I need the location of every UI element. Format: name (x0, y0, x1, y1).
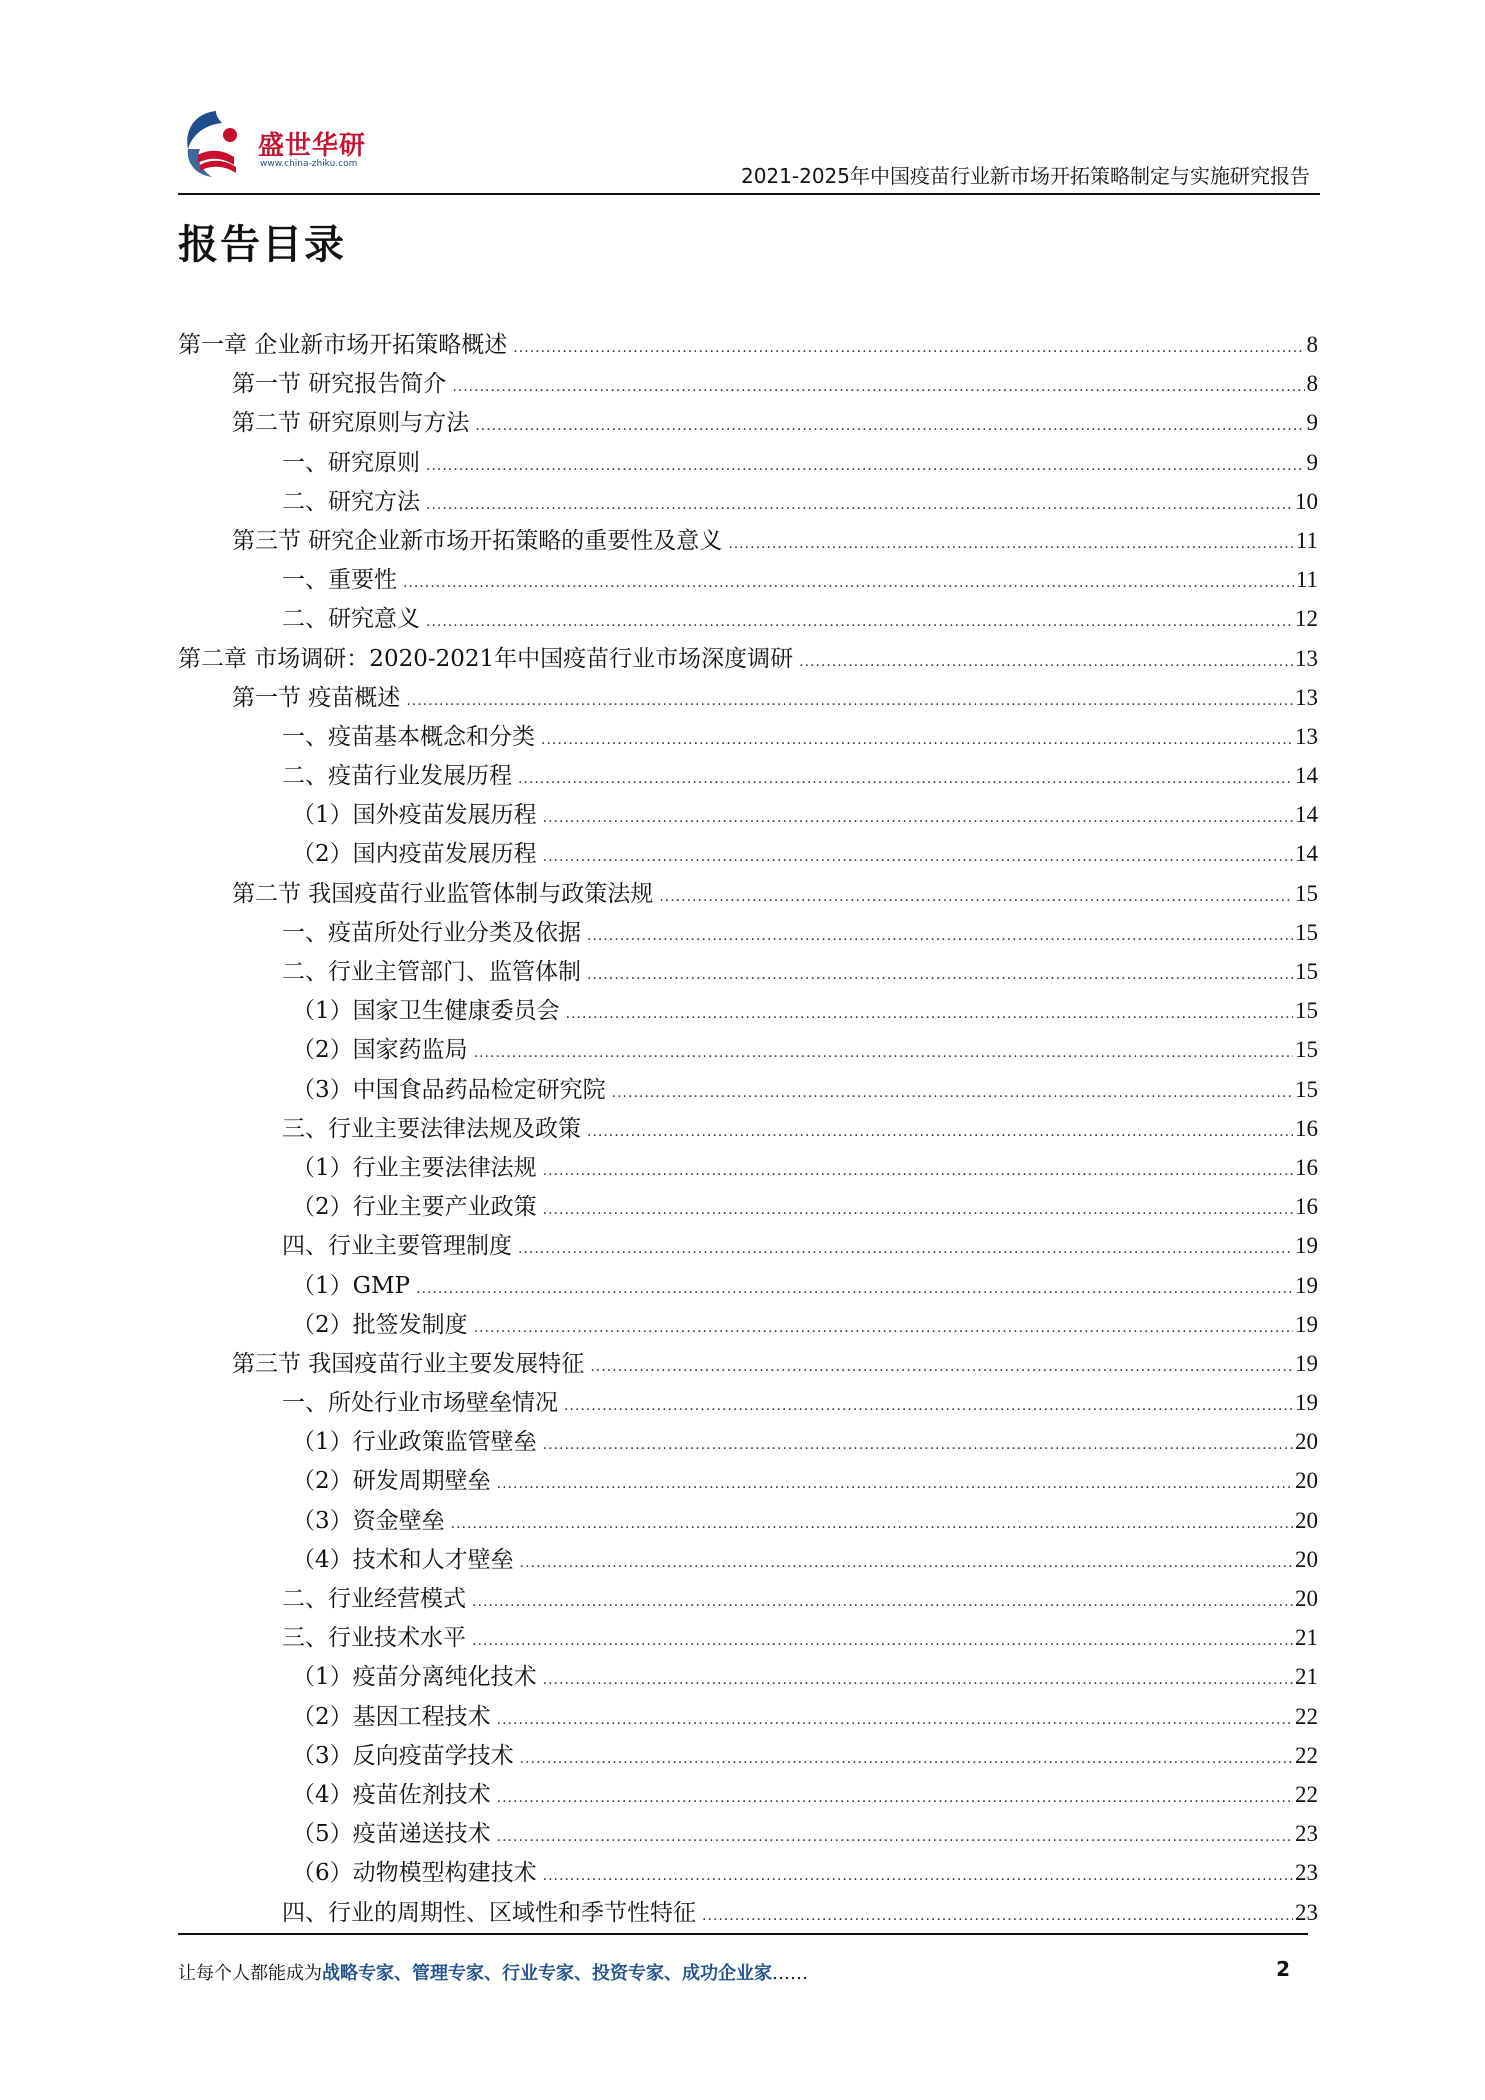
toc-dot-leader (497, 1701, 1293, 1740)
toc-entry-page: 19 (1295, 1311, 1318, 1337)
toc-dot-leader (497, 1465, 1293, 1504)
toc-entry-label: 第一节 疫苗概述 (232, 684, 401, 711)
toc-dot-leader (474, 1034, 1293, 1073)
toc-entry[interactable] (178, 443, 1318, 482)
page-header (178, 103, 1320, 199)
toc-entry-label: （6）动物模型构建技术 (292, 1860, 537, 1887)
toc-entry[interactable] (178, 1853, 1318, 1892)
toc-entry-page: 8 (1306, 371, 1318, 397)
toc-entry-label: （2）国家药监局 (292, 1037, 468, 1064)
toc-entry-page: 9 (1306, 449, 1318, 475)
header-divider (178, 193, 1320, 195)
toc-entry-label: （1）GMP (292, 1272, 411, 1299)
toc-entry-page: 16 (1295, 1115, 1318, 1141)
toc-entry-label: （5）疫苗递送技术 (292, 1821, 491, 1848)
toc-entry-page: 9 (1306, 410, 1318, 436)
toc-entry-page: 15 (1295, 998, 1318, 1024)
toc-entry-label: （1）疫苗分离纯化技术 (292, 1664, 537, 1691)
toc-entry-page: 13 (1295, 684, 1318, 710)
toc-entry-label: 一、疫苗基本概念和分类 (282, 723, 535, 750)
toc-entry-label: 第一节 研究报告简介 (232, 371, 447, 398)
toc-entry-page: 10 (1295, 488, 1318, 514)
toc-entry[interactable] (178, 1344, 1318, 1383)
toc-entry-label: 第三节 研究企业新市场开拓策略的重要性及意义 (232, 527, 723, 554)
logo-book-icon (178, 105, 254, 181)
toc-dot-leader (587, 917, 1293, 956)
toc-entry-page: 15 (1295, 1037, 1318, 1063)
toc-dot-leader (543, 1191, 1293, 1230)
toc-entry-label: （1）国家卫生健康委员会 (292, 998, 560, 1025)
toc-dot-leader (543, 838, 1293, 877)
toc-dot-leader (541, 721, 1293, 760)
toc-dot-leader (475, 407, 1304, 446)
toc-entry-label: （1）行业政策监管壁垒 (292, 1429, 537, 1456)
toc-entry-label: 第二章 市场调研：2020-2021年中国疫苗行业市场深度调研 (178, 645, 794, 672)
toc-entry-page: 23 (1295, 1860, 1318, 1886)
toc-entry-label: 三、行业主要法律法规及政策 (282, 1115, 581, 1142)
toc-dot-leader (406, 682, 1293, 721)
report-title: 2021-2025年中国疫苗行业新市场开拓策略制定与实施研究报告 (740, 164, 1310, 188)
toc-entry[interactable] (178, 639, 1318, 678)
toc-entry-page: 12 (1295, 606, 1318, 632)
slogan-lead: 让每个人都能成为 (178, 1963, 322, 1984)
toc-entry-label: 四、行业主要管理制度 (282, 1233, 512, 1260)
toc-dot-leader (474, 1309, 1293, 1348)
toc-entry-page: 11 (1295, 567, 1318, 593)
toc-entry-label: 四、行业的周期性、区域性和季节性特征 (282, 1899, 696, 1926)
toc-entry[interactable] (178, 717, 1318, 756)
toc-entry[interactable] (178, 1383, 1318, 1422)
toc-entry-label: 二、研究意义 (282, 606, 420, 633)
page-number: 2 (1276, 1957, 1290, 1981)
toc-entry-page: 19 (1295, 1272, 1318, 1298)
toc-dot-leader (543, 1857, 1293, 1896)
toc-entry-page: 20 (1295, 1468, 1318, 1494)
toc-dot-leader (659, 878, 1293, 917)
toc-entry-label: 二、研究方法 (282, 488, 420, 515)
toc-entry[interactable] (178, 991, 1318, 1030)
toc-entry[interactable] (178, 1422, 1318, 1461)
toc-entry-label: 二、疫苗行业发展历程 (282, 763, 512, 790)
toc-entry-label: 第三节 我国疫苗行业主要发展特征 (232, 1350, 585, 1377)
toc-entry[interactable] (178, 1226, 1318, 1265)
toc-entry-label: （1）行业主要法律法规 (292, 1154, 537, 1181)
toc-dot-leader (518, 760, 1293, 799)
toc-entry-page: 14 (1295, 763, 1318, 789)
toc-entry[interactable] (178, 834, 1318, 873)
toc-dot-leader (472, 1622, 1293, 1661)
toc-dot-leader (520, 1740, 1293, 1779)
toc-entry-page: 15 (1295, 880, 1318, 906)
footer-slogan (178, 1959, 808, 1985)
toc-entry-page: 22 (1295, 1781, 1318, 1807)
toc-entry-page: 20 (1295, 1429, 1318, 1455)
toc-dot-leader (543, 1661, 1293, 1700)
toc-entry-label: 第二节 我国疫苗行业监管体制与政策法规 (232, 880, 654, 907)
toc-entry-page: 13 (1295, 645, 1318, 671)
toc-dot-leader (513, 329, 1304, 368)
toc-entry-page: 15 (1295, 959, 1318, 984)
toc-entry-label: （3）中国食品药品检定研究院 (292, 1076, 606, 1103)
toc-entry-page: 15 (1295, 919, 1318, 945)
toc-entry-label: 一、重要性 (282, 567, 397, 594)
toc-entry[interactable] (178, 1697, 1318, 1736)
toc-entry-page: 16 (1295, 1154, 1318, 1180)
toc-entry-page: 22 (1295, 1703, 1318, 1729)
toc-entry-page: 22 (1295, 1742, 1318, 1768)
toc-entry[interactable] (178, 1305, 1318, 1344)
toc-dot-leader (587, 1113, 1293, 1152)
toc-entry-label: （2）行业主要产业政策 (292, 1194, 537, 1221)
footer-divider (178, 1933, 1308, 1935)
toc-dot-leader (497, 1818, 1293, 1857)
toc-entry-page: 23 (1295, 1821, 1318, 1847)
toc-entry[interactable] (178, 1070, 1318, 1109)
toc-entry-page: 21 (1295, 1664, 1318, 1690)
toc-dot-leader (426, 447, 1305, 486)
toc-dot-leader (426, 486, 1293, 525)
toc-dot-leader (497, 1779, 1293, 1818)
toc-entry[interactable] (178, 678, 1318, 717)
toc-entry-label: （2）批签发制度 (292, 1311, 468, 1338)
toc-entry-label: 三、行业技术水平 (282, 1625, 466, 1652)
toc-entry-page: 14 (1295, 802, 1318, 828)
toc-entry[interactable] (178, 1657, 1318, 1696)
toc-entry-label: 一、所处行业市场壁垒情况 (282, 1390, 558, 1417)
toc-entry-page: 16 (1295, 1194, 1318, 1220)
toc-entry[interactable] (178, 1461, 1318, 1500)
toc-entry-label: 二、行业经营模式 (282, 1586, 466, 1612)
toc-entry[interactable] (178, 1775, 1318, 1814)
logo-url: www.china-zhiku.com (260, 159, 358, 169)
toc-dot-leader (451, 1505, 1293, 1544)
toc-dot-leader (543, 1152, 1293, 1191)
toc-entry[interactable] (178, 1893, 1318, 1932)
toc-dot-leader (564, 1387, 1293, 1426)
toc-entry-page: 13 (1295, 723, 1318, 749)
toc-entry-page: 11 (1295, 527, 1318, 553)
toc-dot-leader (590, 1348, 1293, 1387)
toc-entry-label: （2）基因工程技术 (292, 1703, 491, 1730)
toc-entry-label: （2）国内疫苗发展历程 (292, 841, 537, 868)
toc-entry-page: 19 (1295, 1350, 1318, 1376)
toc-entry-page: 23 (1295, 1899, 1318, 1925)
toc-dot-leader (587, 956, 1293, 995)
toc-entry[interactable] (178, 1187, 1318, 1226)
page-footer (178, 1933, 1320, 2003)
toc-dot-leader (612, 1074, 1293, 1113)
toc-entry[interactable] (178, 1148, 1318, 1187)
toc-dot-leader (728, 525, 1294, 564)
toc-entry[interactable] (178, 913, 1318, 952)
toc-entry[interactable] (178, 874, 1318, 913)
toc-entry[interactable] (178, 599, 1318, 638)
toc-entry-page: 15 (1295, 1076, 1318, 1102)
toc-entry[interactable] (178, 1030, 1318, 1069)
toc-dot-leader (702, 1897, 1293, 1936)
toc-entry[interactable] (178, 756, 1318, 795)
toc-entry-label: （4）疫苗佐剂技术 (292, 1781, 491, 1808)
brand-logo (178, 103, 388, 183)
toc-entry-page: 19 (1295, 1233, 1318, 1259)
toc-entry-page: 19 (1295, 1390, 1318, 1416)
toc-entry-page: 20 (1295, 1546, 1318, 1572)
toc-entry[interactable] (178, 1266, 1318, 1305)
toc-dot-leader (543, 1426, 1293, 1465)
toc-entry[interactable] (178, 1109, 1318, 1148)
toc-entry-label: （3）资金壁垒 (292, 1507, 445, 1534)
toc-entry-label: （3）反向疫苗学技术 (292, 1742, 514, 1769)
toc-entry[interactable] (178, 1814, 1318, 1853)
toc-entry-page: 21 (1295, 1625, 1318, 1651)
toc-dot-leader (518, 1230, 1293, 1269)
toc-dot-leader (566, 995, 1293, 1034)
toc-dot-leader (416, 1270, 1293, 1309)
toc-dot-leader (799, 643, 1293, 682)
toc-entry[interactable] (178, 1579, 1318, 1618)
toc-entry[interactable] (178, 521, 1318, 560)
toc-entry-page: 8 (1306, 332, 1318, 357)
toc-dot-leader (403, 564, 1294, 603)
toc-entry[interactable] (178, 364, 1318, 403)
toc-dot-leader (520, 1544, 1293, 1583)
toc-entry-label: 第二节 研究原则与方法 (232, 410, 470, 437)
toc-entry[interactable] (178, 325, 1318, 364)
toc-dot-leader (426, 603, 1293, 642)
toc-entry[interactable] (178, 795, 1318, 834)
toc-entry-label: 第一章 企业新市场开拓策略概述 (178, 332, 508, 358)
toc-entry-label: （2）研发周期壁垒 (292, 1468, 491, 1495)
toc-entry-label: 一、研究原则 (282, 449, 420, 476)
toc-entry[interactable] (178, 1618, 1318, 1657)
toc-entry-label: （1）国外疫苗发展历程 (292, 802, 537, 829)
toc-entry-page: 20 (1295, 1586, 1318, 1611)
toc-dot-leader (543, 799, 1293, 838)
logo-name: 盛世华研 (258, 131, 367, 161)
toc-entry-label: 一、疫苗所处行业分类及依据 (282, 919, 581, 946)
toc-entry[interactable] (178, 1501, 1318, 1540)
toc-entry[interactable] (178, 482, 1318, 521)
toc-entry[interactable] (178, 1540, 1318, 1579)
toc-entry-page: 20 (1295, 1507, 1318, 1533)
toc-entry[interactable] (178, 952, 1318, 991)
page-title: 报告目录 (178, 222, 346, 268)
toc-entry-label: （4）技术和人才壁垒 (292, 1546, 514, 1573)
toc-entry-page: 14 (1295, 841, 1318, 867)
toc-entry[interactable] (178, 403, 1318, 442)
toc-entry[interactable] (178, 1736, 1318, 1775)
toc-entry[interactable] (178, 560, 1318, 599)
toc-dot-leader (452, 368, 1304, 407)
toc-dot-leader (472, 1583, 1293, 1622)
slogan-tail: …… (772, 1963, 808, 1984)
toc-entry-label: 二、行业主管部门、监管体制 (282, 959, 581, 985)
table-of-contents (178, 325, 1318, 1932)
slogan-accent: 战略专家、管理专家、行业专家、投资专家、成功企业家 (322, 1963, 772, 1984)
